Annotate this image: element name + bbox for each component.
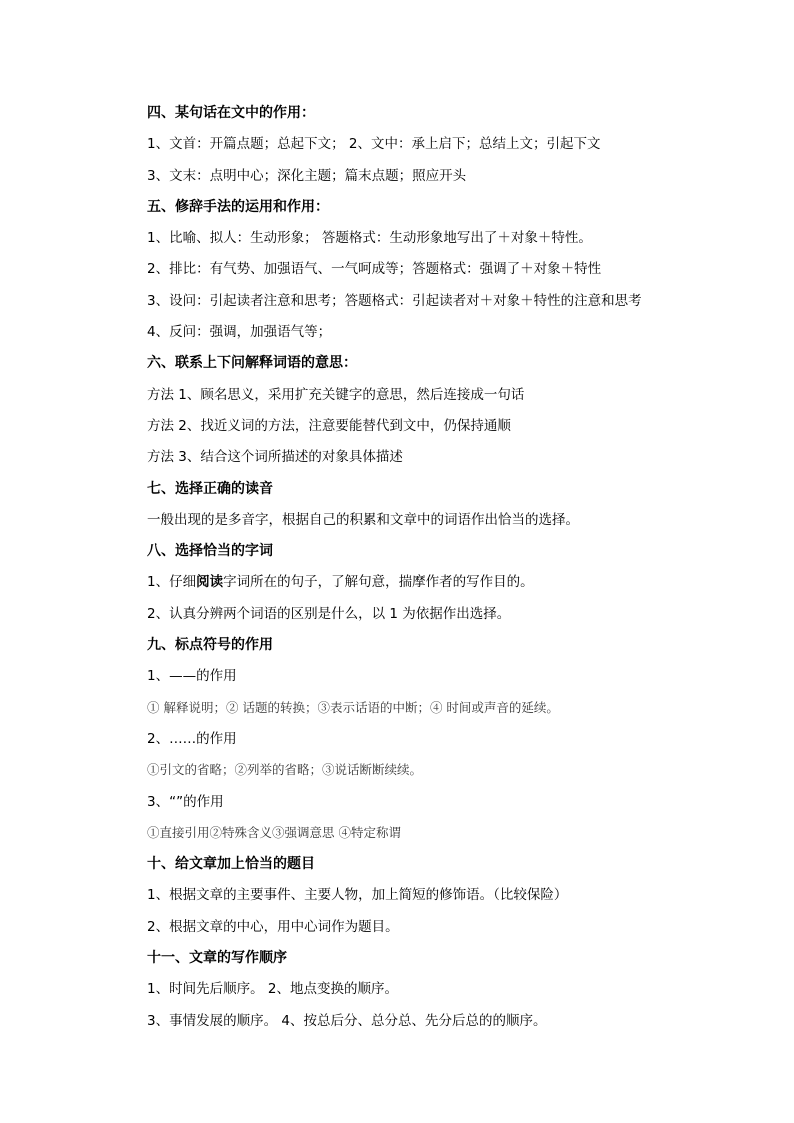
- bold-text-segment: 阅读: [196, 574, 224, 591]
- section-heading: 七、选择正确的读音: [147, 480, 273, 497]
- text-line: 3、事情发展的顺序。 4、按总后分、总分总、先分后总的的顺序。: [147, 1012, 547, 1029]
- section-heading: 五、修辞手法的运用和作用：: [147, 198, 329, 215]
- text-line: 4、反问：强调，加强语气等；: [147, 324, 332, 341]
- text-line: 3、设问：引起读者注意和思考；答题格式：引起读者对＋对象＋特性的注意和思考: [147, 292, 642, 309]
- section-heading: 九、标点符号的作用: [147, 637, 273, 654]
- section-heading: 十一、文章的写作顺序: [147, 950, 287, 967]
- text-line: 方法 3、结合这个词所描述的对象具体描述: [147, 449, 403, 466]
- text-line: 一般出现的是多音字，根据自己的积累和文章中的词语作出恰当的选择。: [147, 511, 579, 528]
- text-segment: 1、仔细: [147, 574, 197, 591]
- section-heading: 四、某句话在文中的作用：: [147, 105, 315, 121]
- text-line: 3、“”的作用: [147, 793, 224, 810]
- text-line: 1、文首：开篇点题；总起下文； 2、文中：承上启下；总结上文；引起下文: [147, 136, 601, 153]
- text-line: [147, 570, 707, 601]
- text-line: 2、……的作用: [147, 730, 237, 747]
- section-heading: 八、选择恰当的字词: [147, 543, 273, 560]
- text-line: 1、比喻、拟人：生动形象； 答题格式：生动形象地写出了＋对象＋特性。: [147, 230, 592, 247]
- text-line: 2、排比：有气势、加强语气、一气呵成等；答题格式：强调了＋对象＋特性: [147, 261, 602, 278]
- text-line: ①引文的省略；②列举的省略；③说话断断续续。: [147, 762, 423, 778]
- section-heading: 六、联系上下问解释词语的意思：: [147, 355, 357, 372]
- text-line: 2、认真分辨两个词语的区别是什么，以 1 为依据作出选择。: [147, 605, 511, 622]
- text-line: 1、时间先后顺序。 2、地点变换的顺序。: [147, 981, 398, 998]
- text-segment: 字词所在的句子，了解句意，揣摩作者的写作目的。: [223, 574, 534, 591]
- text-line: 1、根据文章的主要事件、主要人物，加上简短的修饰语。（比较保险）: [147, 887, 568, 904]
- text-line: ① 解释说明；② 话题的转换；③表示话语的中断；④ 时间或声音的延续。: [147, 699, 559, 715]
- text-line: 1、——的作用: [147, 668, 237, 685]
- text-line: 方法 2、找近义词的方法，注意要能替代到文中，仍保持通顺: [147, 417, 511, 434]
- text-line: ①直接引用②特殊含义③强调意思 ④特定称谓: [147, 824, 401, 840]
- text-line: 方法 1、顾名思义，采用扩充关键字的意思，然后连接成一句话: [147, 386, 525, 403]
- document-page: [147, 101, 707, 1040]
- section-heading: 十、给文章加上恰当的题目: [147, 856, 315, 873]
- text-line: 2、根据文章的中心，用中心词作为题目。: [147, 918, 399, 935]
- text-line: 3、文末：点明中心；深化主题；篇末点题；照应开头: [147, 167, 467, 184]
